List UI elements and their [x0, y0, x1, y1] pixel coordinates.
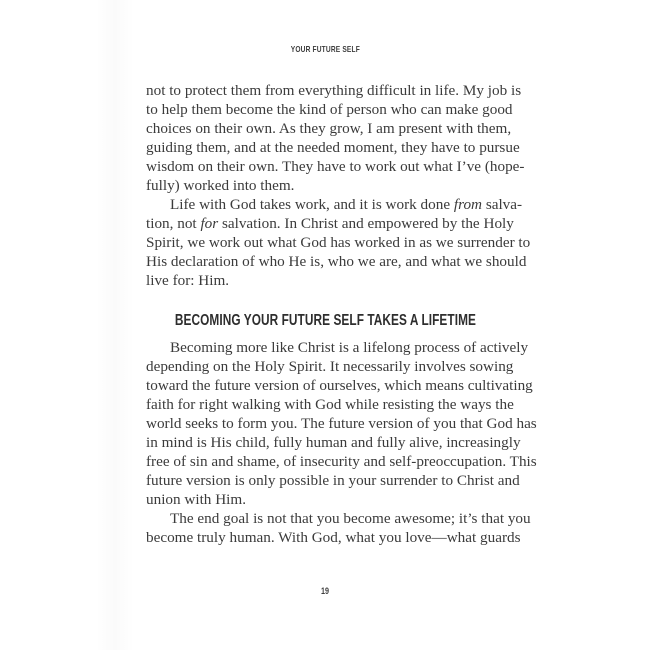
text-run: salva-	[482, 196, 523, 213]
text-line: world seeks to form you. The future version of you that God has	[146, 415, 537, 432]
text-run: Life with God takes work, and it is work done	[170, 196, 454, 213]
text-line: Spirit, we work out what God has worked in as we surrender to	[146, 234, 531, 251]
text-line: free of sin and shame, of insecurity and self-preoccupation. This	[146, 453, 537, 470]
text-line: not to protect them from everything difficult in life. My job is	[146, 82, 522, 99]
text-line: to help them become the kind of person who can make good	[146, 101, 513, 118]
section-heading-text: BECOMING YOUR FUTURE SELF TAKES A LIFETIME	[174, 312, 476, 329]
text-line: The end goal is not that you become awesome; it’s that you	[170, 510, 531, 527]
text-line: in mind is His child, fully human and fully alive, increasingly	[146, 434, 521, 451]
text-line: depending on the Holy Spirit. It necessarily involves sowing	[146, 358, 514, 375]
text-line: Becoming more like Christ is a lifelong process of actively	[170, 339, 529, 356]
running-head	[0, 44, 650, 54]
text-line	[146, 195, 523, 214]
text-line: become truly human. With God, what you love—what guards	[146, 529, 521, 546]
text-line: fully) worked into them.	[146, 177, 295, 194]
text-line: wisdom on their own. They have to work out what I’ve (hope-	[146, 158, 525, 175]
text-line: choices on their own. As they grow, I am present with them,	[146, 120, 512, 137]
section-heading	[0, 312, 650, 330]
text-line: toward the future version of ourselves, which means cultivating	[146, 377, 533, 394]
text-line: future version is only possible in your surrender to Christ and	[146, 472, 520, 489]
page-number-text: 19	[320, 586, 329, 596]
text-line: live for: Him.	[146, 272, 230, 289]
text-line: guiding them, and at the needed moment, they have to pursue	[146, 139, 520, 156]
body-text-block-2	[146, 338, 537, 547]
italic-run: for	[200, 215, 219, 232]
running-head-text: YOUR FUTURE SELF	[290, 44, 360, 54]
text-run: tion, not	[146, 215, 201, 232]
italic-run: from	[453, 196, 483, 213]
text-line: faith for right walking with God while resisting the ways the	[146, 396, 514, 413]
body-text-block-1	[146, 81, 531, 290]
text-run: salvation. In Christ and empowered by the Holy	[218, 215, 514, 232]
page-number	[0, 586, 650, 596]
text-line: His declaration of who He is, who we are, and what we should	[146, 253, 527, 270]
text-line	[146, 214, 514, 233]
text-line: union with Him.	[146, 491, 246, 508]
